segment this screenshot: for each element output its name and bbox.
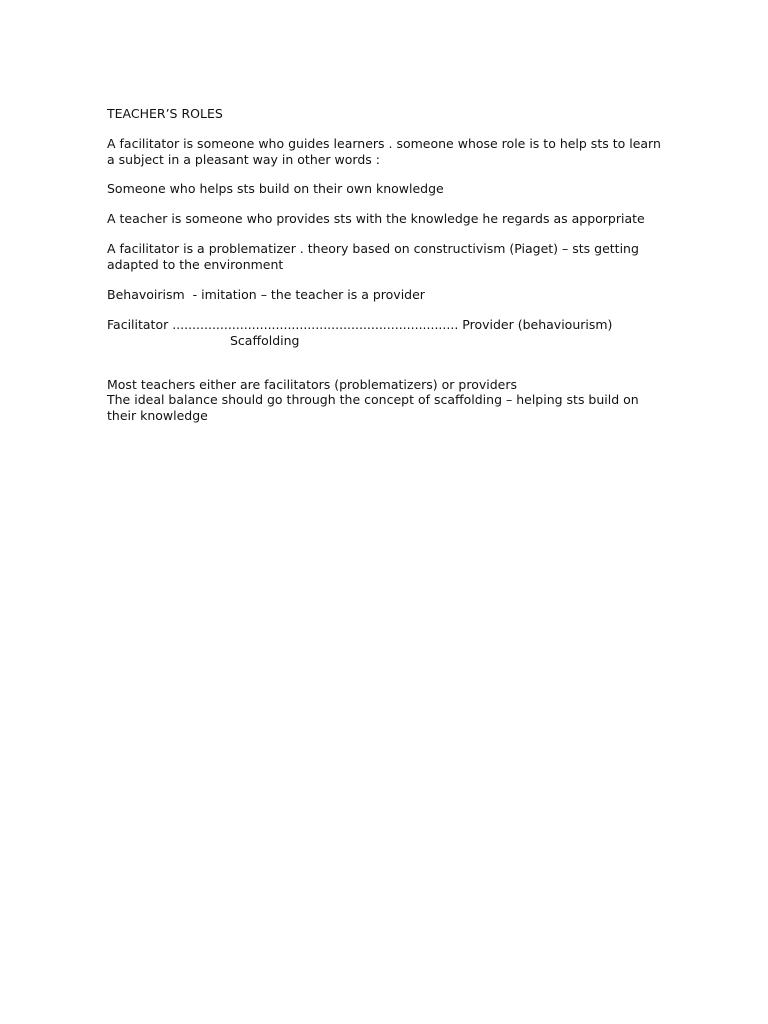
paragraph-helps-build-knowledge: Someone who helps sts build on their own knowledge <box>107 181 444 196</box>
paragraph-facilitator-definition: A facilitator is someone who guides learners . someone whose role is to help sts to learn a subject in a pleasant way in other words : <box>107 136 665 167</box>
document-title: TEACHER’S ROLES <box>107 106 223 121</box>
continuum-line: Facilitator ........................................................................ Provider (behaviourism) <box>107 317 613 332</box>
paragraph-problematizer: A facilitator is a problematizer . theory based on constructivism (Piaget) – sts getting adapted to the environment <box>107 241 643 272</box>
paragraph-teacher-provider: A teacher is someone who provides sts with the knowledge he regards as apporpriate <box>107 211 645 226</box>
paragraph-behaviorism: Behavoirism - imitation – the teacher is a provider <box>107 287 425 302</box>
continuum-middle-label: Scaffolding <box>230 333 300 348</box>
paragraph-ideal-balance: The ideal balance should go through the concept of scaffolding – helping sts build on their knowledge <box>107 392 643 423</box>
paragraph-most-teachers: Most teachers either are facilitators (problematizers) or providers <box>107 377 517 392</box>
